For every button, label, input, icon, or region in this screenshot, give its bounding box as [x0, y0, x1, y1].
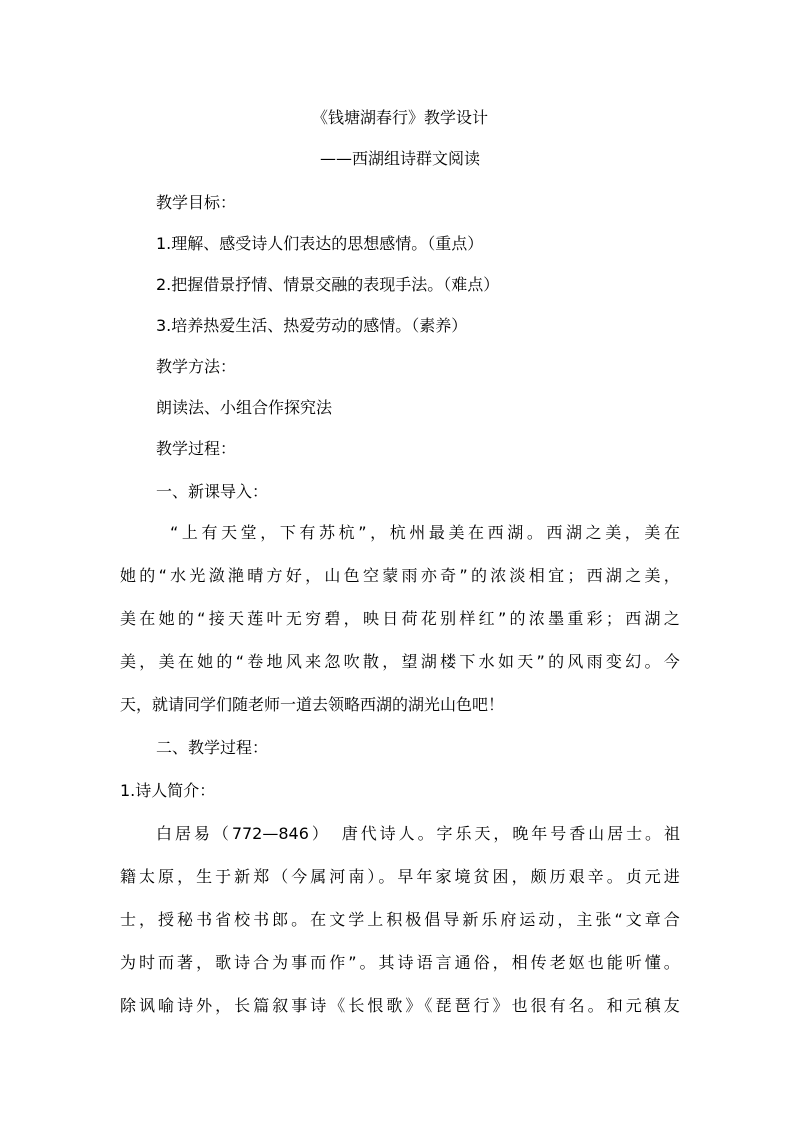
objective-item-1: 1.理解、感受诗人们表达的思想感情。（重点） — [156, 234, 484, 253]
document-title: 《钱塘湖春行》教学设计 — [311, 108, 488, 127]
methods-heading: 教学方法： — [156, 357, 237, 376]
poet-paragraph-line-4: 为时而著，歌诗合为事而作”。其诗语言通俗，相传老妪也能听懂。 — [120, 953, 680, 972]
methods-text: 朗读法、小组合作探究法 — [156, 398, 333, 417]
intro-paragraph-line-2: 她的“水光潋滟晴方好，山色空蒙雨亦奇”的浓淡相宜；西湖之美， — [120, 566, 680, 585]
section2-heading: 二、教学过程： — [156, 738, 269, 757]
poet-paragraph-line-5: 除讽喻诗外，长篇叙事诗《长恨歌》《琵琶行》也很有名。和元稹友 — [120, 996, 680, 1015]
poet-paragraph-line-2: 籍太原，生于新郑（今属河南）。早年家境贫困，颇历艰辛。贞元进 — [120, 867, 680, 886]
objectives-heading: 教学目标： — [156, 193, 237, 212]
document-subtitle: ——西湖组诗群文阅读 — [319, 149, 480, 168]
section1-heading: 一、新课导入： — [156, 482, 269, 501]
process-heading: 教学过程： — [156, 439, 237, 458]
poet-heading: 1.诗人简介： — [120, 781, 216, 800]
intro-paragraph-line-1: “上有天堂，下有苏杭”，杭州最美在西湖。西湖之美，美在 — [170, 523, 680, 542]
intro-paragraph-line-3: 美在她的“接天莲叶无穷碧，映日荷花别样红”的浓墨重彩；西湖之 — [120, 609, 680, 628]
intro-paragraph-line-4: 美，美在她的“卷地风来忽吹散，望湖楼下水如天”的风雨变幻。今 — [120, 652, 680, 671]
objective-item-2: 2.把握借景抒情、情景交融的表现手法。（难点） — [156, 275, 500, 294]
poet-paragraph-line-1: 白居易（772—846） 唐代诗人。字乐天，晚年号香山居士。祖 — [156, 824, 680, 843]
objective-item-3: 3.培养热爱生活、热爱劳动的感情。（素养） — [156, 316, 468, 335]
poet-paragraph-line-3: 士，授秘书省校书郎。在文学上积极倡导新乐府运动，主张“文章合 — [120, 910, 680, 929]
intro-paragraph-line-5: 天，就请同学们随老师一道去领略西湖的湖光山色吧！ — [120, 695, 505, 714]
